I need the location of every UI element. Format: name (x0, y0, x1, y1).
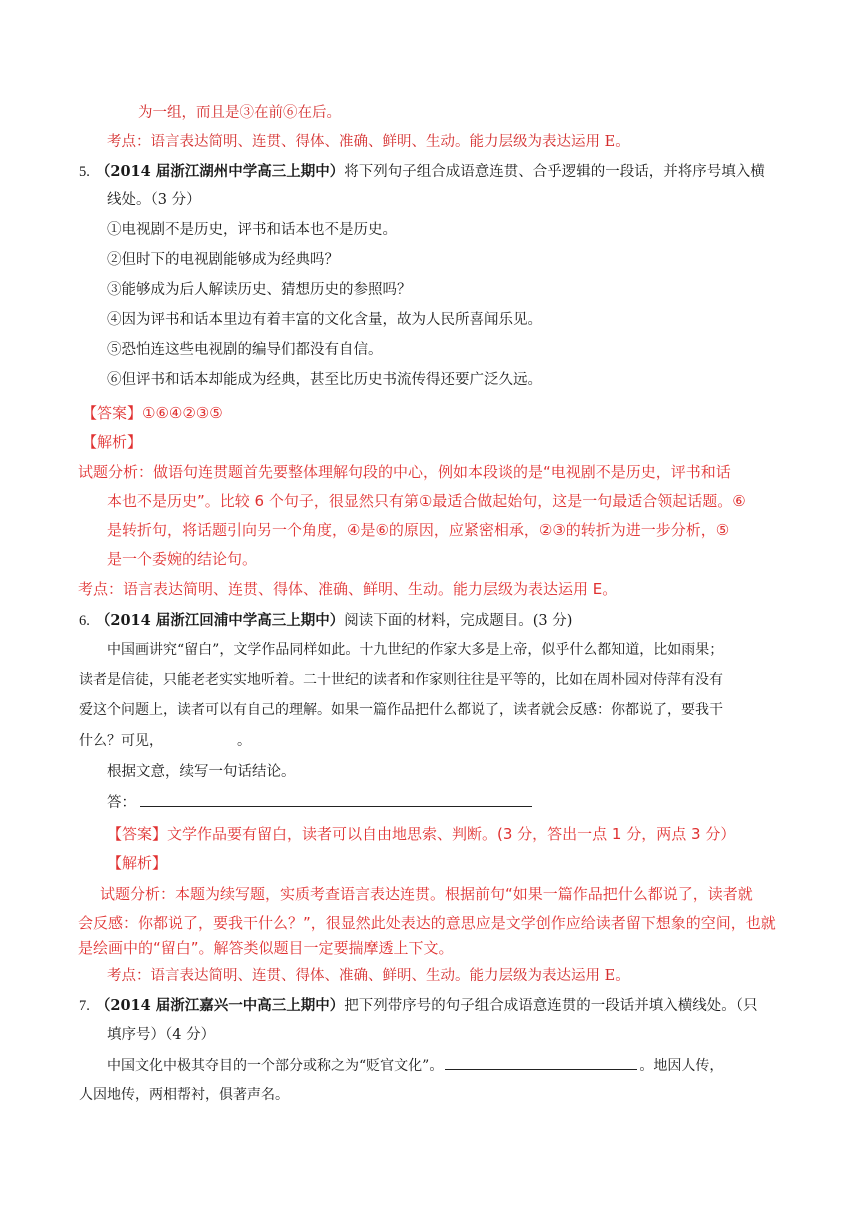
q5-stem: 将下列句子组合成语意连贯、合乎逻辑的一段话，并将序号填入横 (344, 164, 765, 180)
q5-analysis-3: 是转折句，将话题引向另一个角度，④是⑥的原因，应紧密相承，②③的转折为进一步分析，⑤ (107, 521, 730, 539)
q7-number: 7. (79, 998, 90, 1014)
q6-passage-end: 。 (237, 733, 251, 749)
q7-stem-line2: 填序号）（4 分） (107, 1027, 216, 1043)
q7-passage-1 (107, 1055, 723, 1076)
q5-item-4: ④因为评书和话本里边有着丰富的文化含量，故为人民所喜闻乐见。 (107, 312, 542, 328)
q7-answer-blank[interactable] (445, 1055, 637, 1070)
q5-source: （2014 届浙江湖州中学高三上期中） (95, 163, 345, 180)
q5-item-5: ⑤恐怕连这些电视剧的编导们都没有自信。 (107, 342, 383, 358)
q6-answer-line[interactable] (140, 792, 532, 807)
q5-jiexi-label: 【解析】 (82, 433, 143, 451)
q5-number: 5. (79, 164, 90, 180)
q6-answer: 【答案】文学作品要有留白，读者可以自由地思索、判断。(3 分，答出一点 1 分，两点 3 分） (107, 825, 736, 843)
q6-analysis-3: 是绘画中的“留白”。解答类似题目一定要揣摩透上下文。 (78, 939, 454, 957)
q6-source: （2014 届浙江回浦中学高三上期中） (95, 612, 345, 629)
q6-kaodian: 考点：语言表达简明、连贯、得体、准确、鲜明、生动。能力层级为表达运用 E。 (107, 968, 630, 984)
q7-source: （2014 届浙江嘉兴一中高三上期中） (95, 997, 345, 1014)
q5-analysis-4: 是一个委婉的结论句。 (107, 550, 258, 568)
prev-answer-tail: 为一组，而且是③在前⑥在后。 (138, 105, 341, 121)
q5-stem-line2: 线处。（3 分） (107, 192, 201, 208)
q6-passage-1: 中国画讲究“留白”，文学作品同样如此。十九世纪的作家大多是上帝，似乎什么都知道，比如雨果； (107, 642, 724, 658)
q7-stem: 把下列带序号的句子组合成语意连贯的一段话并填入横线处。（只 (344, 998, 758, 1014)
q6-passage-3: 爱这个问题上，读者可以有自己的理解。如果一篇作品把什么都说了，读者就会反感：你都说了，要我干 (79, 702, 723, 718)
q7-stem-line1 (79, 996, 758, 1016)
q6-stem: 阅读下面的材料，完成题目。(3 分) (344, 613, 573, 629)
q5-item-2: ②但时下的电视剧能够成为经典吗？ (107, 252, 339, 268)
q6-passage-4 (79, 731, 251, 751)
q5-analysis-1: 试题分析：做语句连贯题首先要整体理解句段的中心，例如本段谈的是“电视剧不是历史，评书和话 (78, 463, 731, 481)
q6-analysis-1: 试题分析：本题为续写题，实质考查语言表达连贯。根据前句“如果一篇作品把什么都说了，读者就 (100, 885, 753, 903)
q5-answer: 【答案】①⑥④②③⑤ (82, 404, 223, 422)
prev-kaodian: 考点：语言表达简明、连贯、得体、准确、鲜明、生动。能力层级为表达运用 E。 (107, 134, 630, 150)
q5-item-1: ①电视剧不是历史，评书和话本也不是历史。 (107, 222, 397, 238)
q7-passage-2: 人因地传，两相帮衬，俱著声名。 (79, 1087, 289, 1103)
q6-analysis-2: 会反感：你都说了，要我干什么？”，很显然此处表达的意思应是文学创作应给读者留下想象的空间，也就 (78, 914, 776, 932)
q5-stem-line1 (79, 162, 765, 182)
q6-stem-line (79, 611, 572, 631)
q5-item-3: ③能够成为后人解读历史、猜想历史的参照吗？ (107, 282, 412, 298)
q6-passage-4-text: 什么？可见， (79, 733, 163, 749)
q5-item-6: ⑥但评书和话本却能成为经典，甚至比历史书流传得还要广泛久远。 (107, 372, 542, 388)
q6-jiexi-label: 【解析】 (107, 854, 168, 872)
q6-instruction: 根据文意，续写一句话结论。 (107, 764, 296, 780)
q6-answer-row (107, 792, 532, 813)
q6-passage-2: 读者是信徒，只能老老实实地听着。二十世纪的读者和作家则往往是平等的，比如在周朴园对侍萍有没有 (79, 672, 723, 688)
q7-passage-1a: 中国文化中极其夺目的一个部分或称之为“贬官文化”。 (107, 1058, 444, 1074)
q5-analysis-2: 本也不是历史”。比较 6 个句子，很显然只有第①最适合做起始句，这是一句最适合领起话题。⑥ (107, 492, 746, 510)
q6-answer-label: 答： (107, 795, 136, 811)
q7-passage-1b: 。地因人传， (639, 1058, 724, 1074)
q6-number: 6. (79, 613, 90, 629)
q5-kaodian: 考点：语言表达简明、连贯、得体、准确、鲜明、生动。能力层级为表达运用 E。 (78, 580, 618, 598)
